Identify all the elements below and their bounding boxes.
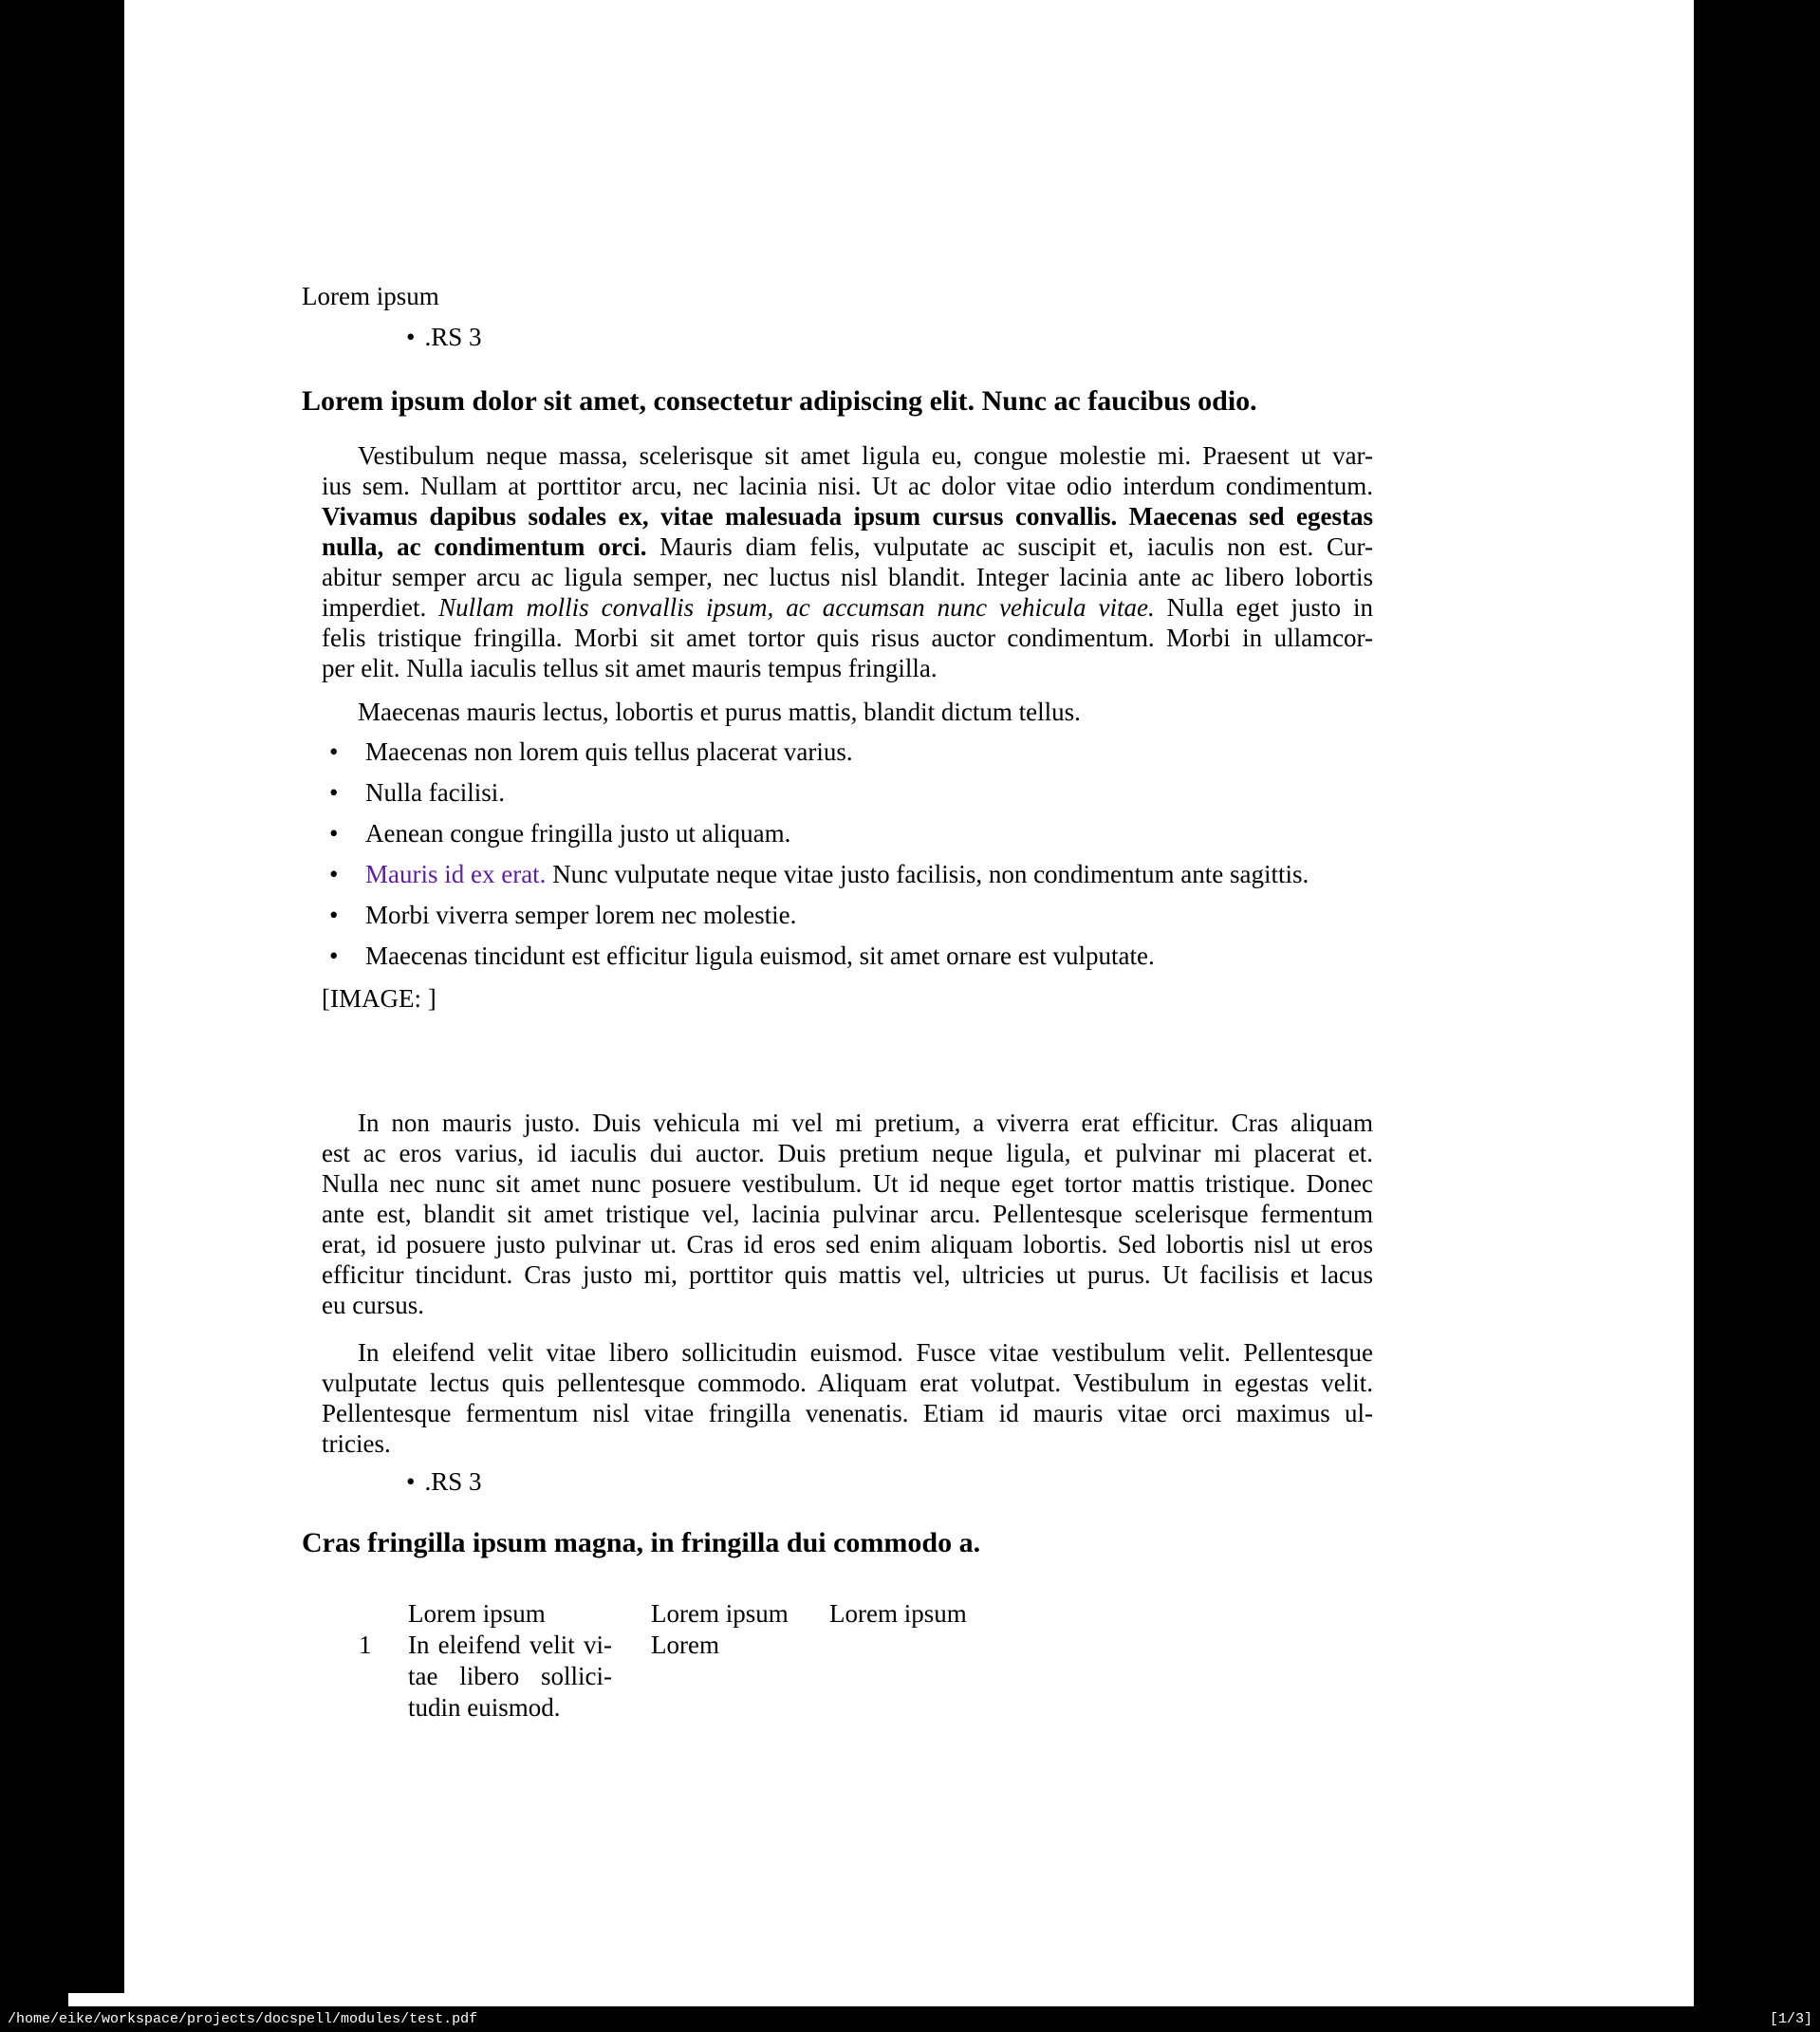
text-segment: Nunc vulputate neque vitae justo facilisis, non condimentum ante sagittis. (546, 860, 1309, 888)
text-segment: efficitur tincidunt. Cras justo mi, porttitor quis mattis vel, ultricies ut purus. Ut facilisis et lacus (322, 1260, 1373, 1289)
rs-marker-text: .RS 3 (424, 323, 482, 351)
text-line (322, 1259, 1373, 1290)
bullet-icon: • (406, 1467, 416, 1496)
table-header-cell: Lorem ipsum (408, 1599, 546, 1628)
list-item (322, 736, 1517, 767)
text-segment: Maecenas tincidunt est efficitur ligula euismod, sit amet ornare est vulputate. (365, 941, 1155, 970)
list-item (322, 900, 1517, 930)
table-row-number: 1 (359, 1631, 372, 1659)
list-item-text (365, 819, 790, 848)
section-heading-2: Cras fringilla ipsum magna, in fringilla dui commodo a. (302, 1527, 981, 1558)
text-segment: Nulla facilisi. (365, 778, 505, 807)
table-header-cell: Lorem ipsum (829, 1599, 967, 1628)
text-line (322, 1108, 1373, 1138)
text-line: tae libero sollici- (408, 1662, 612, 1690)
rs-marker-line-1 (406, 322, 481, 352)
list-item-text (365, 737, 853, 766)
text-line (322, 623, 1373, 653)
bullet-icon: • (329, 941, 339, 970)
text-line (322, 1168, 1373, 1199)
text-line (322, 1337, 1373, 1368)
text-line (322, 653, 1373, 683)
text-line (322, 531, 1373, 562)
text-line (322, 501, 1373, 531)
text-segment: Aenean congue fringilla justo ut aliquam. (365, 819, 791, 848)
list-item-text (365, 860, 1309, 888)
text-line (322, 562, 1373, 592)
list-item-text (365, 941, 1155, 970)
rs-marker-line-2 (406, 1466, 481, 1497)
text-segment: felis tristique fringilla. Morbi sit amet tortor quis risus auctor condimentum. Morbi in ullamcor- (322, 624, 1373, 652)
text-segment: In non mauris justo. Duis vehicula mi vel mi pretium, a viverra erat efficitur. Cras aliquam (358, 1109, 1373, 1137)
text-line (322, 1398, 1373, 1428)
text-segment: abitur semper arcu ac ligula semper, nec luctus nisl blandit. Integer lacinia ante ac libero lobortis (322, 563, 1373, 591)
text-line (322, 1368, 1373, 1398)
text-segment: eu cursus. (322, 1291, 424, 1319)
section-heading-1: Lorem ipsum dolor sit amet, consectetur adipiscing elit. Nunc ac faucibus odio. (302, 385, 1257, 417)
list-item (322, 859, 1517, 889)
text-line (322, 592, 1373, 623)
bullet-icon: • (406, 323, 416, 351)
text-link[interactable]: Mauris id ex erat. (365, 860, 547, 888)
paragraph-2 (322, 1108, 1373, 1320)
statusbar-page-indicator: [1/3] (1769, 2011, 1812, 2027)
text-line (322, 471, 1373, 501)
text-segment: vulputate lectus quis pellentesque commodo. Aliquam erat volutpat. Vestibulum in egestas velit. (322, 1369, 1373, 1397)
paragraph-1 (322, 440, 1373, 683)
text-segment: Maecenas mauris lectus, lobortis et purus mattis, blandit dictum tellus. (358, 698, 1081, 726)
text-segment: est ac eros varius, id iaculis dui auctor. Duis pretium neque ligula, et pulvinar mi placerat et. (322, 1139, 1373, 1167)
text-segment: ius sem. Nullam at porttitor arcu, nec lacinia nisi. Ut ac dolor vitae odio interdum condimentum. (322, 472, 1373, 500)
text-line (322, 1428, 1373, 1459)
list-item (322, 941, 1517, 971)
text-segment: erat, id posuere justo pulvinar ut. Cras id eros sed enim aliquam lobortis. Sed lobortis nisl ut eros (322, 1230, 1373, 1258)
pdf-page[interactable] (124, 0, 1694, 2006)
list-item-text (365, 778, 505, 807)
image-placeholder: [IMAGE: ] (322, 984, 436, 1013)
text-line: In eleifend velit vi- (408, 1631, 612, 1659)
text-segment: Morbi viverra semper lorem nec molestie. (365, 901, 797, 929)
text-segment: Vestibulum neque massa, scelerisque sit amet ligula eu, congue molestie mi. Praesent ut var- (358, 441, 1373, 470)
text-segment: Nullam mollis convallis ipsum, ac accumsan nunc vehicula vitae. (438, 593, 1155, 622)
list-item (322, 818, 1517, 848)
statusbar-file-path: /home/eike/workspace/projects/docspell/modules/test.pdf (8, 2011, 478, 2027)
standalone-sentence (322, 697, 1373, 727)
text-segment: Nulla eget justo in (1154, 593, 1373, 622)
text-segment: Pellentesque fermentum nisl vitae fringilla venenatis. Etiam id mauris vitae orci maximus ul- (322, 1399, 1373, 1427)
text-segment: ante est, blandit sit amet tristique vel, lacinia pulvinar arcu. Pellentesque scelerisque fermentum (322, 1200, 1373, 1228)
text-segment: nulla, ac condimentum orci. (322, 532, 647, 561)
text-segment: Nulla nec nunc sit amet nunc posuere vestibulum. Ut id neque eget tortor mattis tristique. Donec (322, 1169, 1373, 1198)
text-segment: Vivamus dapibus sodales ex, vitae malesuada ipsum cursus convallis. Maecenas sed egestas (322, 502, 1373, 531)
text-line (322, 1199, 1373, 1229)
text-segment: per elit. Nulla iaculis tellus sit amet mauris tempus fringilla. (322, 654, 938, 682)
list-item (322, 777, 1517, 808)
list-item-text (365, 901, 796, 929)
paragraph-3 (322, 1337, 1373, 1459)
table-header-cell: Lorem ipsum (651, 1599, 789, 1628)
text-segment: Maecenas non lorem quis tellus placerat varius. (365, 737, 853, 766)
statusbar (0, 2006, 1820, 2032)
text-segment: imperdiet. (322, 593, 439, 622)
table-cell (408, 1630, 612, 1724)
bullet-icon: • (329, 778, 339, 807)
rs-marker-text: .RS 3 (424, 1467, 482, 1496)
text-line (322, 440, 1373, 471)
bullet-icon: • (329, 819, 339, 848)
text-segment: Mauris diam felis, vulputate ac suscipit et, iaculis non est. Cur- (646, 532, 1373, 561)
intro-label: Lorem ipsum (302, 282, 439, 310)
text-line (322, 1229, 1373, 1259)
bullet-icon: • (329, 737, 339, 766)
table-cell: Lorem (651, 1631, 719, 1659)
bullet-icon: • (329, 860, 339, 888)
text-line (322, 1138, 1373, 1168)
text-segment: In eleifend velit vitae libero sollicitudin euismod. Fusce vitae vestibulum velit. Pellentesque (358, 1338, 1373, 1367)
text-line (322, 1290, 1373, 1320)
text-segment: tricies. (322, 1429, 391, 1458)
bullet-icon: • (329, 901, 339, 929)
text-line: tudin euismod. (408, 1693, 561, 1722)
